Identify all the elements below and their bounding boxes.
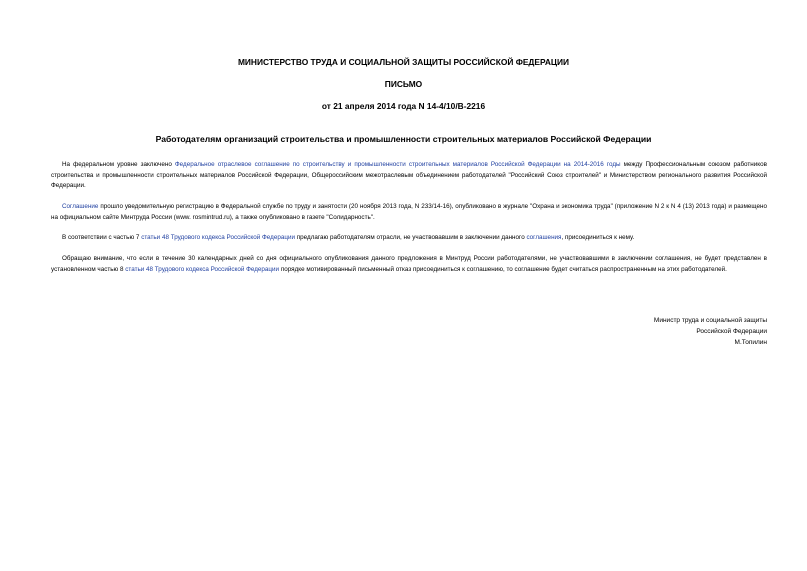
paragraph-registration (51, 202, 767, 223)
paragraph-proposal (51, 233, 767, 244)
agreement-link[interactable]: Федеральное отраслевое соглашение по строительству и промышленности строительных материалов Российской Федерации на 2014-2016 годы (174, 161, 621, 168)
ministry-heading: МИНИСТЕРСТВО ТРУДА И СОЦИАЛЬНОЙ ЗАЩИТЫ РОССИЙСКОЙ ФЕДЕРАЦИИ (237, 57, 570, 67)
document-date-number: от 21 апреля 2014 года N 14-4/10/В-2216 (321, 101, 486, 111)
labor-code-article-48-link[interactable]: статьи 48 Трудового кодекса Российской Федерации (141, 234, 295, 241)
signature-position-line1: Министр труда и социальной защиты (653, 317, 767, 324)
paragraph-text: Обращаю внимание, что если в течение 30 календарных дней со дня официального опубликования данного предложения в Минтруд России работодателями, не участвовавшими в заключении соглашения, не будет представлен в установленном частью 8 (51, 255, 767, 273)
paragraph-text: порядке мотивированный письменный отказ присоединиться к соглашению, то соглашение будет считаться распространенным на этих работодателей. (279, 265, 727, 273)
paragraph-text: предлагаю работодателям отрасли, не участвовавшим в заключении данного (295, 234, 527, 241)
document-type: ПИСЬМО (384, 79, 423, 89)
addressee-heading: Работодателям организаций строительства и промышленности строительных материалов Российской Федерации (155, 134, 652, 144)
paragraph-agreement-concluded (51, 160, 767, 192)
paragraph-text: , присоединиться к нему. (561, 234, 635, 241)
signature-name: М.Топилин (734, 339, 767, 346)
agreement-short-link[interactable]: Соглашение (62, 203, 99, 210)
paragraph-text: В соответствии с частью 7 (62, 234, 142, 241)
paragraph-text: между Профессиональным союзом работников строительства и промышленности строительных материалов Российской Федерации, Общероссийским межотраслевым объединением работодателей "Российский Союз строителей" и Министерством регионального развития Российской Федерации. (51, 161, 767, 189)
paragraph-text: прошло уведомительную регистрацию в Федеральной службе по труду и занятости (20 ноября 2013 года, N 233/14-16), опубликовано в журнале "Охрана и экономика труда" (приложение N 2 к N 4 (13) 2013 года) и размещено на официальном сайте Минтруда России (www. rosmintrud.ru), а также опубликовано в газете "Солидарность". (51, 203, 767, 221)
agreement-link-2[interactable]: соглашения (526, 234, 562, 241)
paragraph-attention (51, 254, 767, 275)
paragraph-text: На федеральном уровне заключено (62, 161, 175, 168)
labor-code-article-48-link-2[interactable]: статьи 48 Трудового кодекса Российской Федерации (125, 265, 280, 273)
signature-position-line2: Российской Федерации (696, 328, 767, 335)
